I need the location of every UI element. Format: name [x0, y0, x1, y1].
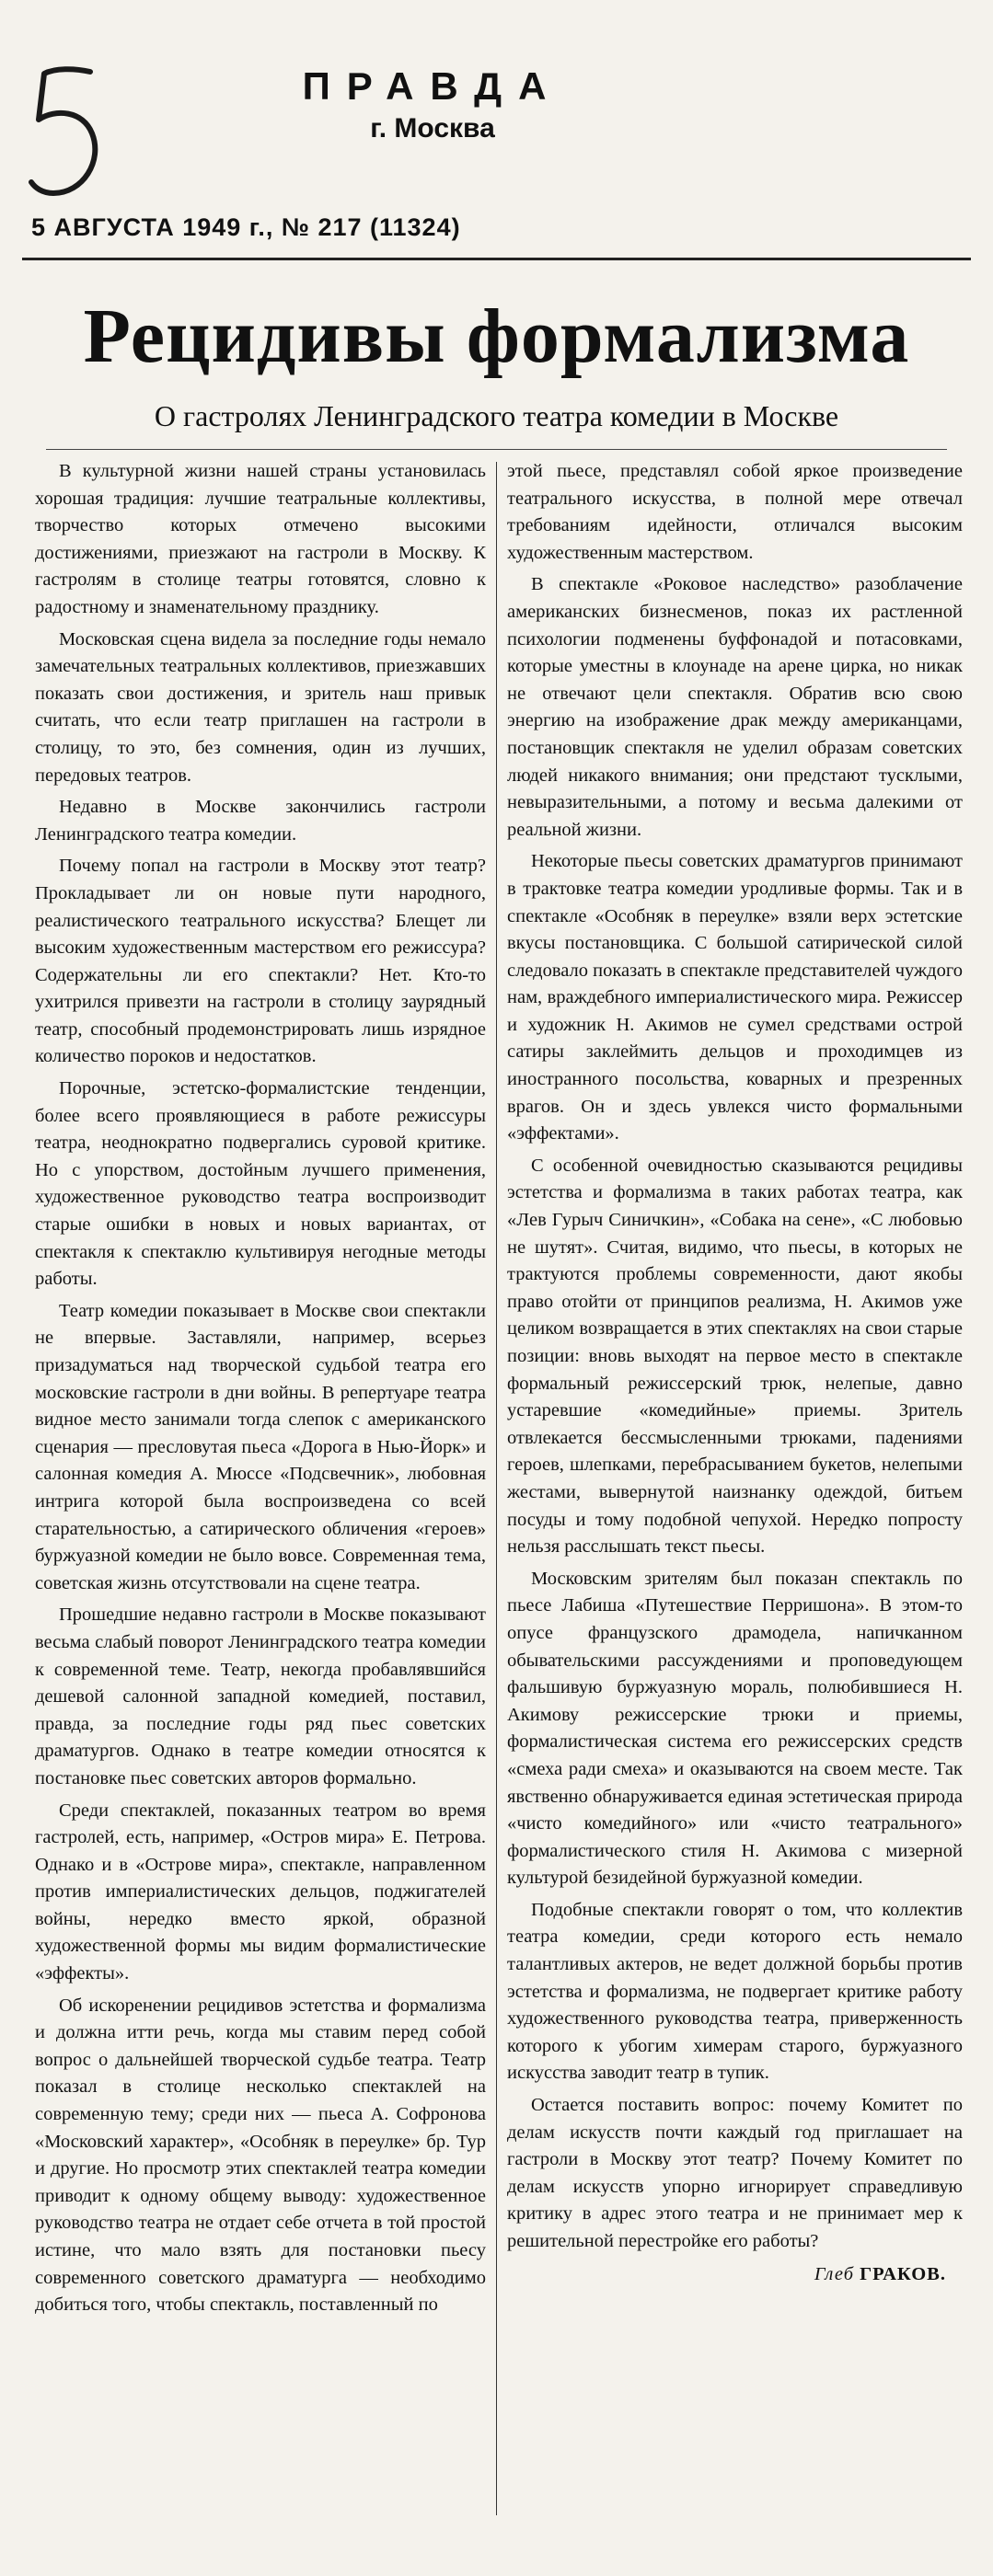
paragraph: С особенной очевидностью сказываются рецидивы эстетства и формализма в таких работах театра, как «Лев Гурыч Синичкин», «Собака на сене», «С любовью не шутят». Считая, видимо, что пьесы, в которых не трактуются проблемы современности, дают якобы право отойти от принципов реализма, Н. Акимов уже целиком возвращается в этих спектаклях на свои старые позиции: вновь выходят на первое место в спектакле формальный режиссерский трюк, нелепые, давно устаревшие «комедийные» приемы. Зритель отвлекается бессмысленными трюками, падениями героев, шлепками, перебрасыванием букетов, нелепыми жестами, вывернутой наизнанку одеждой, битьем посуды и тому подобной чепухой. Нередко попросту нельзя расслышать текст пьесы. — [507, 1155, 963, 1558]
paragraph: Порочные, эстетско-формалистские тенденции, более всего проявляющиеся в работе режиссуры театра, неоднократно подвергались суровой критике. Но с упорством, достойным лучшего применения, художественное руководство театра воспроизводит старые ошибки в новых и новых вариантах, от спектакля к спектаклю культивируя негодные методы работы. — [35, 1078, 486, 1290]
column-divider — [496, 462, 497, 2515]
paragraph: В культурной жизни нашей страны установилась хорошая традиция: лучшие театральные коллективы, творчество которых отмечено высокими достижениями, приезжают на гастроли в Москву. К гастролям в столице театры готовятся, словно к радостному и знаменательному празднику. — [35, 461, 486, 617]
subtitle-rule — [46, 449, 947, 450]
masthead — [276, 64, 589, 145]
dateline: 5 АВГУСТА 1949 г., № 217 (11324) — [31, 213, 461, 241]
paragraph: этой пьесе, представлял собой яркое произведение театрального искусства, в полной мере отвечал требованиям идейности, отличался высоким художественным мастерством. — [507, 461, 963, 563]
article-title: Рецидивы формализма — [83, 293, 910, 379]
divider-rule — [22, 258, 971, 260]
paragraph: Московская сцена видела за последние годы немало замечательных театральных коллективов, приезжавших показать свои достижения, и зритель наш привык считать, что если театр приглашен на гастроли в столицу, то это, без сомнения, один из лучших, передовых театров. — [35, 628, 486, 786]
paragraph: Среди спектаклей, показанных театром во время гастролей, есть, например, «Остров мира» Е. Петрова. Однако и в «Острове мира», спектакле, направленном против империалистических дельцов, поджигателей войны, нередко вместо яркой, образной художественной формы мы видим формалистические «эффекты». — [35, 1800, 486, 1984]
paragraph: Некоторые пьесы советских драматургов принимают в трактовке театра комедии уродливые формы. Так и в спектакле «Особняк в переулке» взяли верх эстетские вкусы постановщика. С большой сатирической силой следовало показать в спектакле представителей чуждого нам, враждебного империалистического мира. Режиссер и художник Н. Акимов не сумел средствами острой сатиры заклеймить дельцов и проходимцев из иностранного посольства, коварных и презренных врагов. Он и здесь увлекся чисто формальными «эффектами». — [507, 851, 963, 1144]
author-signature — [507, 2261, 963, 2289]
city: г. Москва — [370, 113, 495, 144]
paragraph: Театр комедии показывает в Москве свои спектакли не впервые. Заставляли, например, всерьез призадуматься над творческой судьбой театра его московские гастроли в дни войны. В репертуаре театра видное место занимали тогда слепок с американского сценария — пресловутая пьеса «Дорога в Нью-Йорк» и салонная комедия А. Мюссе «Подсвечник», любовная интрига которой была воспроизведена со всей старательностью, а сатирического обличения «героев» буржуазной комедии не было вовсе. Современная тема, советская жизнь отсутствовали на сцене театра. — [35, 1300, 486, 1593]
author-last-name: ГРАКОВ. — [860, 2263, 946, 2284]
article-column-left — [35, 458, 486, 2324]
author-first-name: Глеб — [814, 2263, 855, 2284]
paragraph: В спектакле «Роковое наследство» разоблачение американских бизнесменов, показ их растленной психологии подменены буффонадой и потасовками, которые уместны в клоунаде на арене цирка, но никак не отвечают цели спектакля. Обратив всю свою энергию на изображение драк между американцами, постановщик спектакля не уделил образам советских людей никакого внимания; они предстают тусклыми, невыразительными, а потому и весьма далекими от реальной жизни. — [507, 574, 963, 840]
paragraph: Остается поставить вопрос: почему Комитет по делам искусств почти каждый год приглашает на гастроли в Москву этот театр? Почему Комитет по делам искусств упорно игнорирует справедливую критику в адрес этого театра и не принимает мер к решительной перестройке его работы? — [507, 2095, 963, 2251]
paragraph: Об искоренении рецидивов эстетства и формализма и должна итти речь, когда мы ставим перед собой вопрос о дальнейшей творческой судьбе театра. Театр показал в столице несколько спектаклей на современную тему; среди них — пьеса А. Софронова «Московский характер», «Особняк в переулке» бр. Тур и другие. Но просмотр этих спектаклей театра комедии приводит к одному общему выводу: художественное руководство театра не отдает себе отчета в той простой истине, что мало взять для постановки пьесу современного советского драматурга — необходимо добиться того, чтобы спектакль, поставленный по — [35, 1995, 486, 2316]
handwritten-mark — [18, 55, 120, 221]
paragraph: Недавно в Москве закончились гастроли Ленинградского театра комедии. — [35, 797, 486, 845]
paragraph: Почему попал на гастроли в Москву этот театр? Прокладывает ли он новые пути народного, реалистического театрального искусства? Блещет ли высоким художественным мастерством его режиссура? Содержательны ли его спектакли? Нет. Кто-то ухитрился привезти на гастроли в столицу заурядный театр, способный продемонстрировать лишь изрядное количество пороков и недостатков. — [35, 856, 486, 1067]
paper-name: ПРАВДА — [302, 64, 563, 108]
paragraph: Подобные спектакли говорят о том, что коллектив театра комедии, среди которого есть немало талантливых актеров, не ведет должной борьбы против эстетства и формализма, не подвергает критике работу художественного руководства театра, приверженность которого к убогим химерам старого, буржуазного искусства заводит театр в тупик. — [507, 1899, 963, 2084]
article-column-right — [507, 458, 963, 2288]
article-subtitle: О гастролях Ленинградского театра комедии в Москве — [154, 399, 839, 432]
paragraph: Прошедшие недавно гастроли в Москве показывают весьма слабый поворот Ленинградского театра комедии к современной теме. Театр, некогда пробавлявшийся дешевой салонной западной комедией, поставил, правда, за последние годы ряд пьес советских драматургов. Однако в театре комедии относятся к постановке пьес советских авторов формально. — [35, 1604, 486, 1788]
paragraph: Московским зрителям был показан спектакль по пьесе Лабиша «Путешествие Перришона». В этом-то опусе французского драмодела, напичканном обывательскими рассуждениями и проповедующем фальшивую буржуазную мораль, полюбившиеся Н. Акимову режиссерские трюки и приемы, формалистическая система его режиссерских средств «смеха ради смеха» и оказываются на своем месте. Так явственно обнаруживается единая эстетическая природа «чисто комедийного» или «чисто театрального» формалистического стиля Н. Акимова с мизерной культурой безидейной буржуазной комедии. — [507, 1568, 963, 1889]
